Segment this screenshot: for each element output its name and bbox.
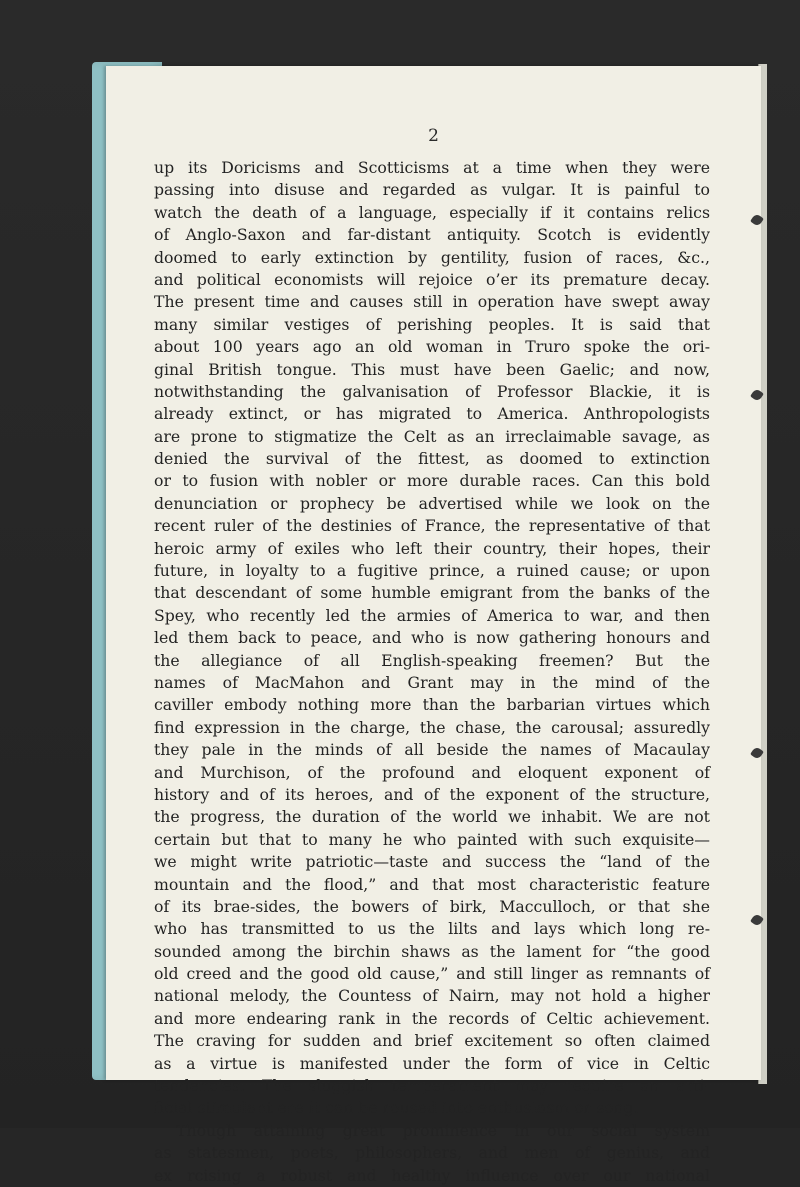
- text-line: ginal British tongue. This must have been Gaelic; and now,: [154, 359, 710, 379]
- text-line: passing into disuse and regarded as vulgar. It is painful to: [154, 180, 710, 200]
- binding-mark-icon: [750, 913, 764, 927]
- text-line: history and of its heroes, and of the exponent of the structure,: [154, 784, 710, 804]
- text-line: they pale in the minds of all beside the names of Macaulay: [154, 740, 710, 760]
- text-line: notwithstanding the galvanisation of Professor Blackie, it is: [154, 381, 710, 401]
- page-number: 2: [428, 126, 439, 146]
- text-line: or to fusion with nobler or more durable races. Can this bold: [154, 471, 710, 491]
- text-line: the allegiance of all English-speaking freemen? But the: [154, 650, 710, 670]
- text-line: we might write patriotic—taste and success the “land of the: [154, 852, 710, 872]
- body-text: [154, 157, 710, 1187]
- text-line: and more endearing rank in the records of Celtic achievement.: [154, 1008, 710, 1028]
- text-line: about 100 years ago an old woman in Truro spoke the ori-: [154, 337, 710, 357]
- text-line: tendencies. The sluggish temperament may require an arti-: [154, 1076, 710, 1096]
- text-line: find expression in the charge, the chase, the carousal; assuredly: [154, 717, 710, 737]
- text-line: of its brae-sides, the bowers of birk, Macculloch, or that she: [154, 896, 710, 916]
- text-line: and political economists will rejoice o’er its premature decay.: [154, 269, 710, 289]
- text-line: mountain and the flood,” and that most characteristic feature: [154, 874, 710, 894]
- binding-marks: [752, 0, 772, 1128]
- text-line: the progress, the duration of the world we inhabit. We are not: [154, 807, 710, 827]
- binding-mark-icon: [750, 746, 764, 760]
- book-page: [106, 66, 761, 1185]
- text-line: national melody, the Countess of Nairn, may not hold a higher: [154, 986, 710, 1006]
- text-line: who has transmitted to us the lilts and lays which long re-: [154, 919, 710, 939]
- text-line: up its Doricisms and Scotticisms at a time when they were: [154, 158, 710, 177]
- text-line: ex rcising a robust and healthy influence over our national: [154, 1165, 710, 1185]
- text-line: sounded among the birchin shaws as the lament for “the good: [154, 941, 710, 961]
- text-line: watch the death of a language, especially if it contains relics: [154, 202, 710, 222]
- text-line: as statesmen, poets, philosophers, and men of genius, and: [154, 1143, 710, 1163]
- text-line: heroic army of exiles who left their country, their hopes, their: [154, 538, 710, 558]
- binding-mark-icon: [750, 213, 764, 227]
- text-line: recent ruler of the destinies of France, the representative of that: [154, 516, 710, 536]
- text-line: future, in loyalty to a fugitive prince, a ruined cause; or upon: [154, 561, 710, 581]
- text-line: many similar vestiges of perishing peoples. It is said that: [154, 314, 710, 334]
- text-line: denied the survival of the fittest, as doomed to extinction: [154, 449, 710, 469]
- text-line: Though attaining great prominence in our social system: [176, 1120, 710, 1140]
- text-line: that descendant of some humble emigrant from the banks of the: [154, 583, 710, 603]
- text-line: as a virtue is manifested under the form of vice in Celtic: [154, 1053, 710, 1073]
- text-line: caviller embody nothing more than the barbarian virtues which: [154, 695, 710, 715]
- text-line: of Anglo-Saxon and far-distant antiquity. Scotch is evidently: [154, 225, 710, 245]
- text-line: denunciation or prophecy be advertised while we look on the: [154, 493, 710, 513]
- text-line: old creed and the good old cause,” and still linger as remnants of: [154, 964, 710, 984]
- text-line: Spey, who recently led the armies of America to war, and then: [154, 605, 710, 625]
- text-line: doomed to early extinction by gentility, fusion of races, &c.,: [154, 247, 710, 267]
- text-line: ficial stimulant ere it can be roused into enthusiasm or song.: [154, 1098, 639, 1118]
- text-line: are prone to stigmatize the Celt as an irreclaimable savage, as: [154, 426, 710, 446]
- binding-mark-icon: [750, 388, 764, 402]
- text-line: led them back to peace, and who is now gathering honours and: [154, 628, 710, 648]
- text-line: certain but that to many he who painted with such exquisite—: [154, 829, 710, 849]
- text-line: names of MacMahon and Grant may in the mind of the: [154, 672, 710, 692]
- text-line: The present time and causes still in operation have swept away: [154, 292, 710, 312]
- text-line: The craving for sudden and brief excitement so often claimed: [154, 1031, 710, 1051]
- text-line: already extinct, or has migrated to America. Anthropologists: [154, 404, 710, 424]
- text-line: and Murchison, of the profound and eloquent exponent of: [154, 762, 710, 782]
